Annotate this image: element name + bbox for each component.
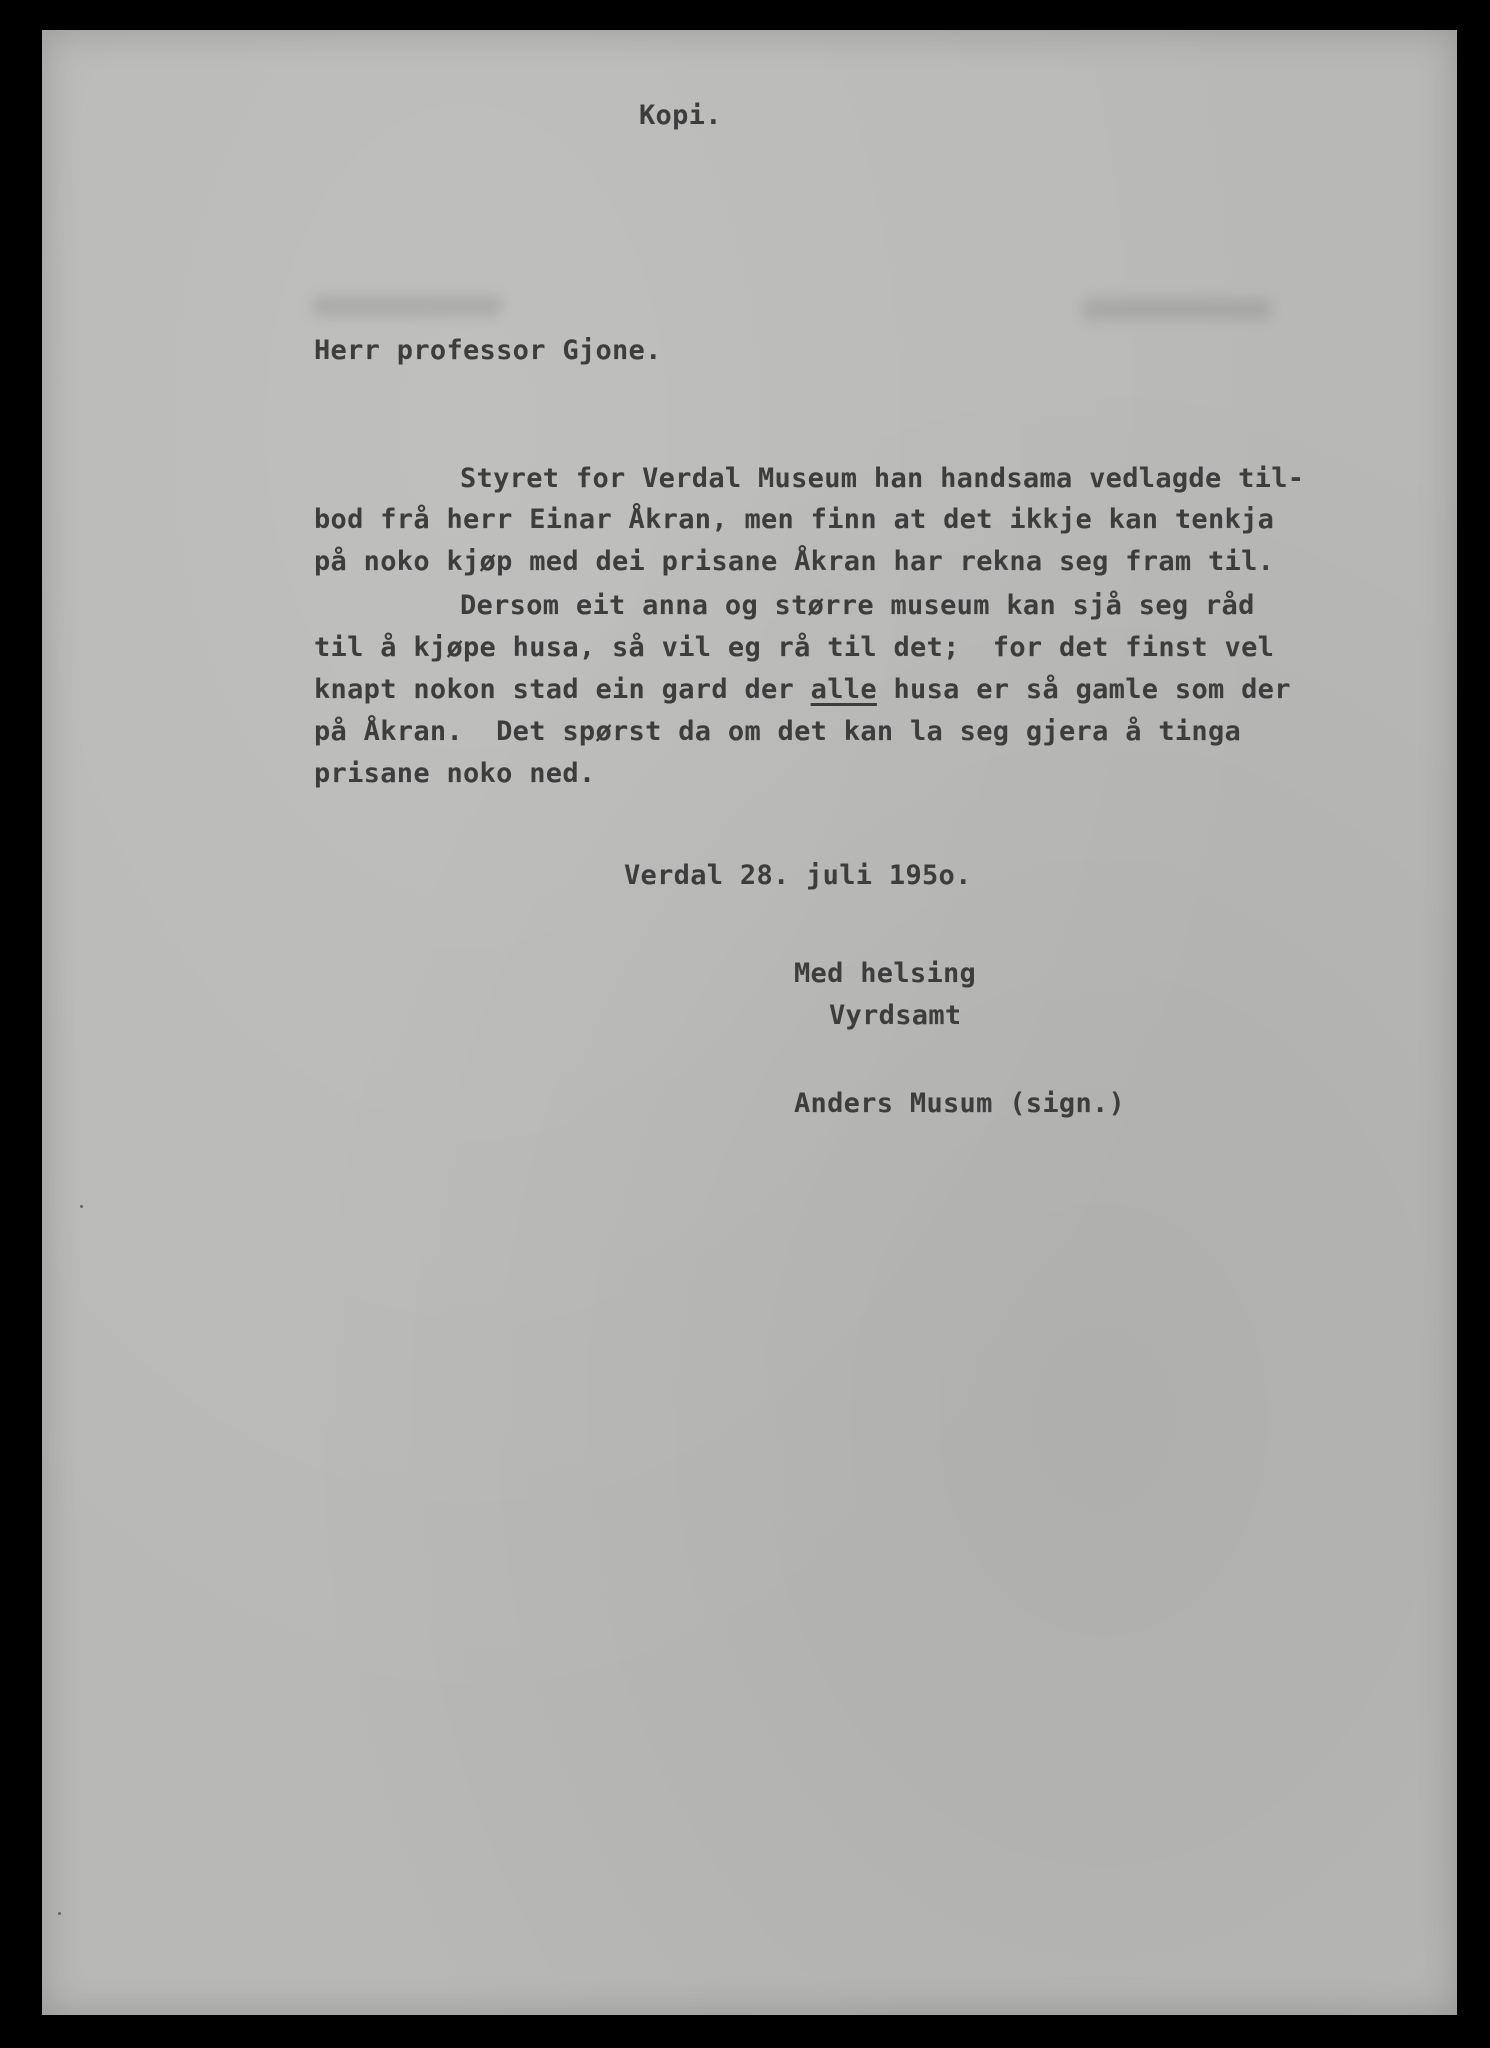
date-line: Verdal 28. juli 195o. [624, 860, 972, 891]
body-line-6-after: husa er så gamle som der [876, 674, 1291, 705]
body-line-4: Dersom eit anna og større museum kan sjå seg råd [460, 590, 1255, 621]
signature: Anders Musum (sign.) [794, 1088, 1126, 1119]
body-line-7: på Åkran. Det spørst da om det kan la seg gjera å tinga [314, 716, 1242, 747]
body-line-3: på noko kjøp med dei prisane Åkran har rekna seg fram til. [314, 546, 1275, 577]
paper-smudge [312, 295, 502, 317]
document-heading: Kopi. [639, 100, 722, 131]
body-line-1: Styret for Verdal Museum han handsama vedlagde til- [460, 463, 1305, 494]
closing: Med helsing [794, 958, 977, 989]
body-line-2: bod frå herr Einar Åkran, men finn at det ikkje kan tenkja [314, 504, 1275, 535]
paper-speck [80, 1205, 83, 1208]
paper-speck [58, 1912, 61, 1915]
closing-name: Vyrdsamt [829, 1000, 962, 1031]
body-line-5: til å kjøpe husa, så vil eg rå til det; for det finst vel [314, 632, 1275, 663]
body-line-6 [314, 676, 1291, 703]
body-line-6-before: knapt nokon stad ein gard der [314, 674, 811, 705]
salutation: Herr professor Gjone. [314, 335, 662, 366]
underlined-word: alle [810, 674, 877, 705]
body-line-8: prisane noko ned. [314, 758, 596, 789]
paper-smudge [1082, 298, 1272, 320]
paper-sheet [42, 30, 1457, 2015]
